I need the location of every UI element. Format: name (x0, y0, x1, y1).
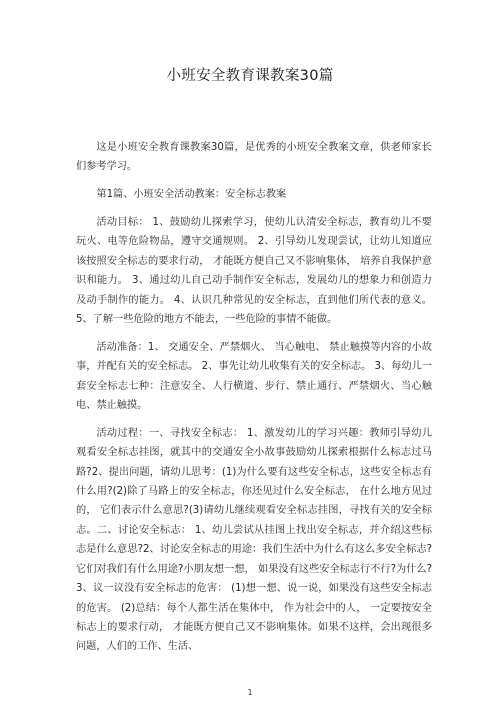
objectives-paragraph: 活动目标： 1、鼓励幼儿探索学习，使幼儿认清安全标志，教育幼儿不要玩火、电等危险物品，遵守交通规则。 2、引导幼儿发现尝试，让幼儿知道应该按照安全标志的要求行动， 才能既方便自己又不影响集体， 培养自我保护意识和能力。 3、通过幼儿自己动手制作安全标志，发展幼儿的想象力和创造力及动手制作的能力。 4、认识几种常见的安全标志，直到他们所代表的意义。 5、了解一些危险的地方不能去，一些危险的事情不能做。 (76, 217, 432, 326)
preparation-paragraph: 活动准备：1、 交通安全、严禁烟火、 当心触电、 禁止触摸等内容的小故事，并配有关的安全标志。 2、事先让幼儿收集有关的安全标志。 3、每幼儿一套安全标志七种：注意安全、人行横道、步行、禁止通行、严禁烟火、当心触电、禁止触摸。 (76, 341, 432, 412)
process-paragraph: 活动过程：一、寻找安全标志： 1、激发幼儿的学习兴趣：教师引导幼儿观看安全标志挂图，就其中的交通安全小故事鼓励幼儿探索根据什么标志过马路?2、提出问题，请幼儿思考：(1)为什么要有这些安全标志，这些安全标志有什么用?(2)除了马路上的安全标志，你还见过什么安全标志， 在什么地方见过的， 它们表示什么意思?(3)请幼儿继续观看安全标志挂图，寻找有关的安全标志。二、讨论安全标志： 1、幼儿尝试从挂图上找出安全标志，并介绍这些标志是什么意思?2、讨论安全标志的用途：我们生活中为什么有这么多安全标志?它们对我们有什么用途?小朋友想一想， 如果没有这些安全标志行不行?为什么?3、议一议没有安全标志的危害： (1)想一想、说一说，如果没有这些安全标志的危害。 (2)总结：每个人都生活在集体中， 作为社会中的人， 一定要按安全标志上的要求行动， 才能既方便自己又不影响集体。如果不这样，会出现很多问题，人们的工作、生活、 (76, 427, 432, 653)
page-number: 1 (247, 688, 253, 697)
section-heading: 第1篇、小班安全活动教案：安全标志教案 (96, 189, 287, 201)
intro-paragraph: 这是小班安全教育课教案30篇，是优秀的小班安全教案文章，供老师家长们参考学习。 (76, 142, 432, 173)
document-title: 小班安全教育课教案30篇 (166, 68, 334, 84)
document-body (76, 138, 432, 665)
